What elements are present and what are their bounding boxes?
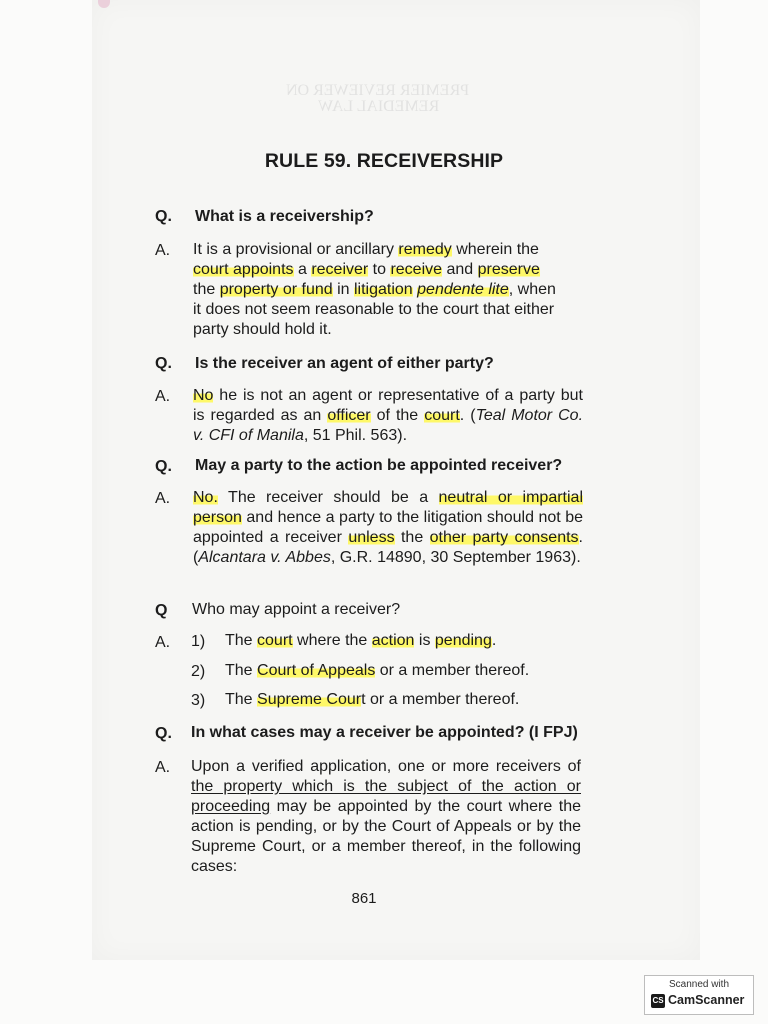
watermark-brand: CamScanner [668, 993, 745, 1007]
watermark-caption: Scanned with [668, 979, 730, 990]
page-number: 861 [351, 890, 377, 907]
camscanner-logo-icon: CS [651, 994, 665, 1008]
question-text: In what cases may a receiver be appointed? (I FPJ) [191, 724, 578, 741]
answer-label: A. [155, 759, 171, 776]
question-text: What is a receivership? [195, 208, 374, 225]
answer-label: A. [155, 388, 171, 405]
bleed-through-line-1: PREMIER REVIEWER ON [286, 82, 470, 99]
question-text: Who may appoint a receiver? [192, 601, 401, 618]
page-title: RULE 59. RECEIVERSHIP [264, 150, 504, 172]
question-label: Q. [155, 208, 172, 225]
answer-text-5: Upon a verified application, one or more receivers of the property which is the subject of the action or proceeding may be appointed by the court where the action is pending, or by the Court of Appeals or by the Supreme Court, or a member thereof, in the following cases: [191, 758, 581, 875]
list-number: 2) [191, 663, 206, 680]
answer-label: A. [155, 242, 171, 259]
camscanner-watermark [644, 975, 754, 1015]
question-label: Q [155, 602, 168, 619]
question-label: Q. [155, 458, 172, 475]
question-label: Q. [155, 725, 172, 742]
answer-text-2: No he is not an agent or representative of a party but is regarded as an officer of the court. (Teal Motor Co. v. CFI of Manila, 51 Phil. 563). [193, 387, 584, 444]
bleed-through-line-2: REMEDIAL LAW [318, 98, 440, 115]
question-label: Q. [155, 355, 172, 372]
list-item: The Supreme Court or a member thereof. [225, 691, 520, 708]
list-item: The court where the action is pending. [225, 632, 497, 649]
question-text: Is the receiver an agent of either party? [195, 355, 494, 372]
list-item: The Court of Appeals or a member thereof. [225, 662, 530, 679]
answer-text-3: No. The receiver should be a neutral or impartial person and hence a party to the litigation should not be appointed a receiver unless the other party consents. (Alcantara v. Abbes, G.R. 14890, 30 September 1963). [193, 489, 584, 566]
question-text: May a party to the action be appointed receiver? [195, 457, 563, 474]
answer-text-1: It is a provisional or ancillary remedy wherein the court appoints a receiver to receive and preserve the property or fund in litigation pendente lite, when it does not seem reasonable to the court that either party should hold it. [193, 241, 556, 338]
answer-label: A. [155, 634, 171, 651]
list-number: 3) [191, 692, 206, 709]
list-number: 1) [191, 633, 206, 650]
answer-label: A. [155, 490, 171, 507]
